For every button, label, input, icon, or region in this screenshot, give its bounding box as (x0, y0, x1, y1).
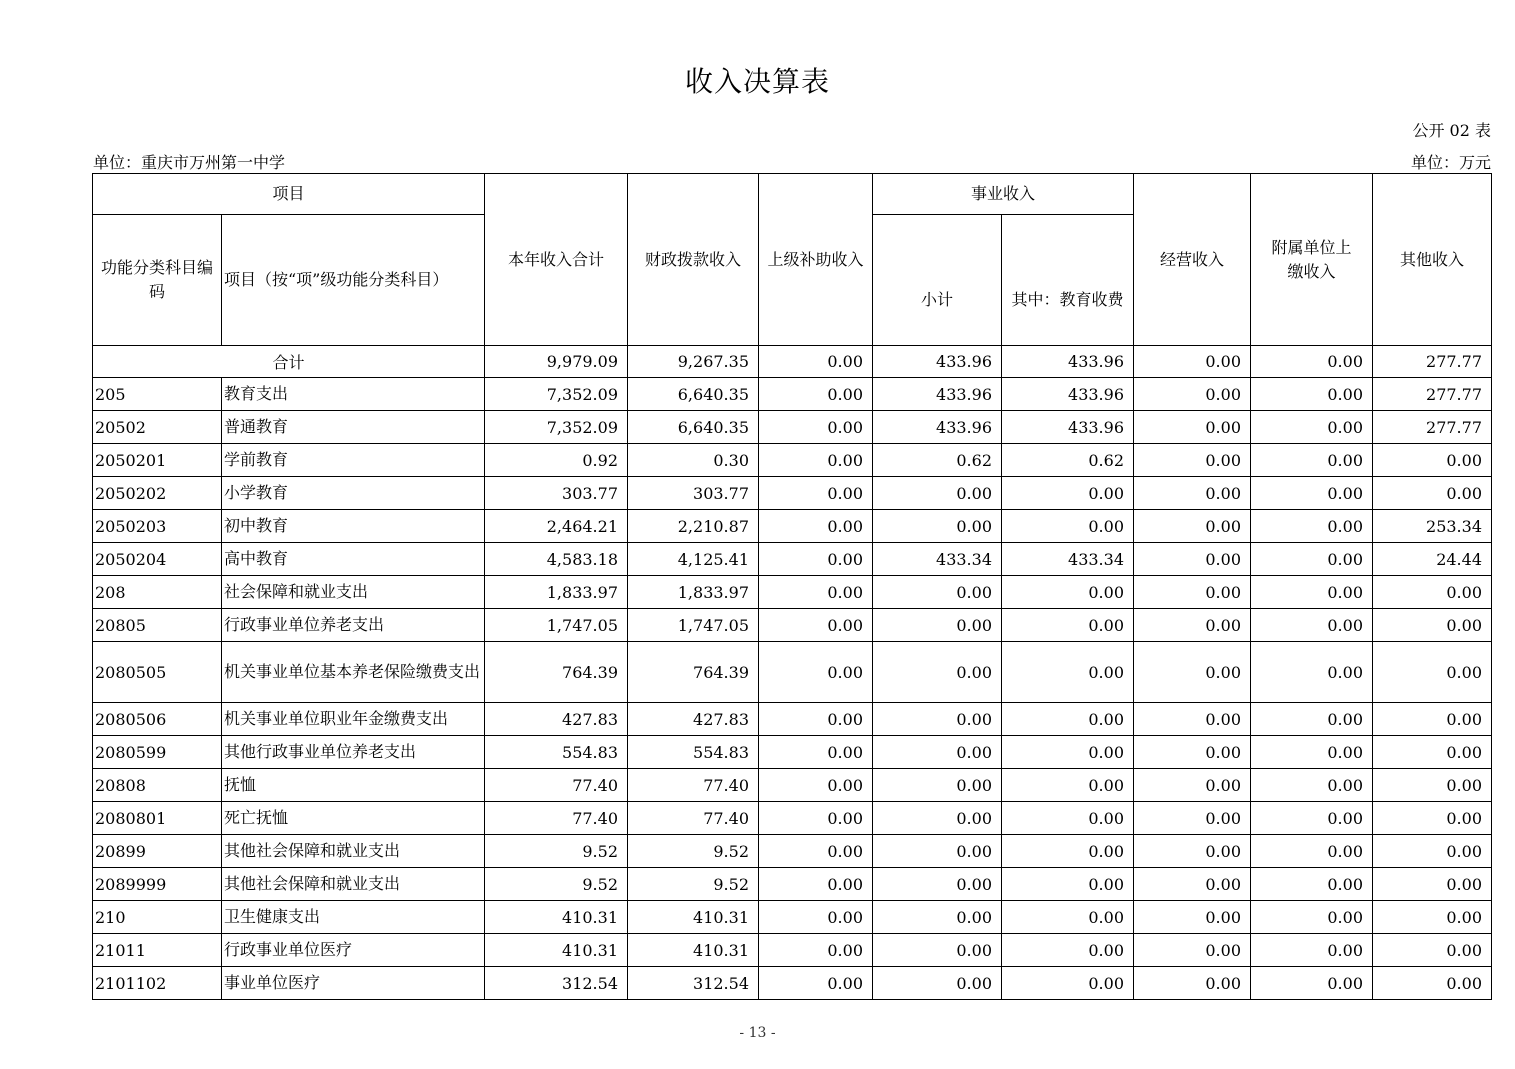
row-value: 0.00 (1134, 411, 1251, 444)
row-value: 0.00 (1134, 510, 1251, 543)
row-value: 9.52 (628, 835, 759, 868)
row-value: 7,352.09 (485, 378, 628, 411)
row-value: 0.00 (1373, 868, 1492, 901)
table-row (93, 576, 1492, 609)
row-code: 2089999 (93, 868, 222, 901)
row-value: 0.00 (1251, 967, 1373, 1000)
page-number: - 13 - (739, 1025, 776, 1041)
row-value: 0.00 (1251, 576, 1373, 609)
row-value: 0.00 (1373, 736, 1492, 769)
row-value: 0.00 (1002, 703, 1134, 736)
row-value: 0.00 (1002, 934, 1134, 967)
row-value: 277.77 (1373, 411, 1492, 444)
row-value: 0.30 (628, 444, 759, 477)
row-value: 0.00 (873, 576, 1002, 609)
header-business-income: 事业收入 (873, 174, 1134, 215)
row-value: 0.00 (1134, 642, 1251, 703)
row-value: 0.00 (1002, 477, 1134, 510)
row-value: 4,583.18 (485, 543, 628, 576)
row-value: 4,125.41 (628, 543, 759, 576)
row-value: 0.00 (1002, 835, 1134, 868)
row-code: 2080801 (93, 802, 222, 835)
header-operating-income: 经营收入 (1134, 174, 1251, 346)
row-code: 20899 (93, 835, 222, 868)
row-value: 24.44 (1373, 543, 1492, 576)
row-code: 2080599 (93, 736, 222, 769)
row-value: 0.00 (759, 934, 873, 967)
row-value: 410.31 (485, 901, 628, 934)
row-item-name: 初中教育 (222, 510, 485, 543)
table-row (93, 802, 1492, 835)
header-education-fee: 其中：教育收费 (1002, 215, 1134, 346)
total-value: 0.00 (759, 346, 873, 378)
row-value: 0.00 (1251, 444, 1373, 477)
table-row (93, 378, 1492, 411)
row-value: 0.00 (1251, 642, 1373, 703)
header-subtotal: 小计 (873, 215, 1002, 346)
row-value: 0.00 (1134, 543, 1251, 576)
row-value: 2,464.21 (485, 510, 628, 543)
row-value: 0.00 (1373, 835, 1492, 868)
row-value: 0.00 (759, 703, 873, 736)
page-title: 收入决算表 (684, 65, 830, 98)
row-value: 0.00 (1134, 703, 1251, 736)
table-row (93, 642, 1492, 703)
row-value: 0.00 (759, 802, 873, 835)
row-item-name: 机关事业单位基本养老保险缴费支出 (222, 642, 485, 703)
total-value: 0.00 (1134, 346, 1251, 378)
table-row (93, 934, 1492, 967)
row-value: 433.34 (873, 543, 1002, 576)
row-value: 0.00 (1134, 835, 1251, 868)
row-value: 77.40 (628, 769, 759, 802)
row-value: 0.00 (759, 378, 873, 411)
total-value: 9,979.09 (485, 346, 628, 378)
header-code: 功能分类科目编码 (93, 215, 222, 346)
row-value: 0.00 (1251, 835, 1373, 868)
row-item-name: 社会保障和就业支出 (222, 576, 485, 609)
table-row (93, 543, 1492, 576)
row-value: 1,747.05 (485, 609, 628, 642)
row-value: 410.31 (628, 901, 759, 934)
row-item-name: 行政事业单位养老支出 (222, 609, 485, 642)
row-value: 0.92 (485, 444, 628, 477)
row-value: 1,833.97 (628, 576, 759, 609)
row-value: 0.00 (759, 543, 873, 576)
row-value: 0.00 (873, 802, 1002, 835)
total-label: 合计 (93, 346, 485, 378)
total-value: 0.00 (1251, 346, 1373, 378)
table-row (93, 868, 1492, 901)
row-value: 0.00 (759, 967, 873, 1000)
row-value: 77.40 (485, 769, 628, 802)
row-value: 0.00 (759, 510, 873, 543)
row-value: 253.34 (1373, 510, 1492, 543)
row-value: 0.00 (1373, 477, 1492, 510)
row-item-name: 死亡抚恤 (222, 802, 485, 835)
header-affiliated-income: 附属单位上缴收入 (1251, 174, 1373, 346)
row-value: 0.00 (873, 736, 1002, 769)
row-code: 20805 (93, 609, 222, 642)
row-item-name: 高中教育 (222, 543, 485, 576)
row-value: 0.00 (1373, 642, 1492, 703)
row-value: 0.00 (1251, 868, 1373, 901)
row-value: 9.52 (628, 868, 759, 901)
row-value: 1,747.05 (628, 609, 759, 642)
row-code: 210 (93, 901, 222, 934)
row-value: 0.00 (1251, 769, 1373, 802)
row-value: 0.00 (1002, 510, 1134, 543)
row-value: 0.00 (1251, 901, 1373, 934)
header-item-name: 项目（按“项”级功能分类科目） (222, 215, 485, 346)
row-value: 433.96 (1002, 411, 1134, 444)
row-value: 303.77 (628, 477, 759, 510)
table-row (93, 769, 1492, 802)
row-value: 0.00 (873, 868, 1002, 901)
row-value: 0.00 (1002, 609, 1134, 642)
row-value: 0.00 (873, 835, 1002, 868)
row-code: 2050203 (93, 510, 222, 543)
total-value: 433.96 (1002, 346, 1134, 378)
row-value: 433.34 (1002, 543, 1134, 576)
total-value: 433.96 (873, 346, 1002, 378)
row-value: 77.40 (485, 802, 628, 835)
row-value: 427.83 (485, 703, 628, 736)
row-value: 0.00 (1002, 802, 1134, 835)
table-row (93, 703, 1492, 736)
row-code: 2050201 (93, 444, 222, 477)
row-value: 6,640.35 (628, 411, 759, 444)
row-value: 0.00 (1373, 609, 1492, 642)
row-value: 0.00 (873, 934, 1002, 967)
row-value: 433.96 (873, 378, 1002, 411)
header-item-group: 项目 (93, 174, 485, 215)
row-value: 0.00 (873, 703, 1002, 736)
row-item-name: 抚恤 (222, 769, 485, 802)
row-value: 0.00 (759, 901, 873, 934)
row-value: 0.00 (1134, 576, 1251, 609)
row-item-name: 小学教育 (222, 477, 485, 510)
row-value: 0.00 (873, 901, 1002, 934)
table-row (93, 967, 1492, 1000)
row-value: 0.00 (1251, 934, 1373, 967)
table-row (93, 736, 1492, 769)
header-other-income: 其他收入 (1373, 174, 1492, 346)
row-value: 0.00 (1002, 967, 1134, 1000)
row-value: 0.00 (1373, 967, 1492, 1000)
row-value: 0.00 (1251, 378, 1373, 411)
row-value: 0.00 (1134, 378, 1251, 411)
row-code: 2050204 (93, 543, 222, 576)
row-item-name: 学前教育 (222, 444, 485, 477)
table-row (93, 835, 1492, 868)
row-value: 0.00 (1134, 736, 1251, 769)
row-item-name: 其他社会保障和就业支出 (222, 835, 485, 868)
row-value: 0.00 (1134, 444, 1251, 477)
header-fiscal-income: 财政拨款收入 (628, 174, 759, 346)
row-value: 0.00 (873, 609, 1002, 642)
row-value: 0.00 (759, 576, 873, 609)
table-row (93, 510, 1492, 543)
row-value: 0.00 (873, 477, 1002, 510)
row-item-name: 卫生健康支出 (222, 901, 485, 934)
row-value: 0.00 (1134, 967, 1251, 1000)
row-code: 21011 (93, 934, 222, 967)
table-row (93, 901, 1492, 934)
row-value: 0.00 (759, 868, 873, 901)
row-value: 0.00 (1134, 901, 1251, 934)
row-value: 0.00 (1251, 510, 1373, 543)
row-value: 0.00 (1373, 703, 1492, 736)
row-value: 0.00 (873, 967, 1002, 1000)
row-value: 0.00 (1134, 609, 1251, 642)
row-value: 433.96 (873, 411, 1002, 444)
row-value: 427.83 (628, 703, 759, 736)
row-code: 20502 (93, 411, 222, 444)
table-row (93, 444, 1492, 477)
row-value: 0.00 (873, 769, 1002, 802)
row-value: 77.40 (628, 802, 759, 835)
row-value: 0.00 (1002, 642, 1134, 703)
row-value: 0.00 (1134, 769, 1251, 802)
row-value: 9.52 (485, 868, 628, 901)
row-value: 0.00 (759, 411, 873, 444)
row-value: 0.00 (1002, 576, 1134, 609)
row-code: 205 (93, 378, 222, 411)
form-number: 公开 02 表 (1412, 121, 1491, 140)
row-value: 0.62 (873, 444, 1002, 477)
row-value: 9.52 (485, 835, 628, 868)
row-value: 0.00 (1373, 934, 1492, 967)
row-value: 7,352.09 (485, 411, 628, 444)
row-value: 0.00 (759, 769, 873, 802)
row-code: 2080506 (93, 703, 222, 736)
row-value: 0.00 (1002, 769, 1134, 802)
row-value: 0.00 (1134, 934, 1251, 967)
row-value: 0.00 (759, 609, 873, 642)
row-value: 0.00 (1134, 802, 1251, 835)
row-code: 20808 (93, 769, 222, 802)
table-row (93, 411, 1492, 444)
total-row (93, 346, 1492, 378)
row-code: 208 (93, 576, 222, 609)
row-value: 0.00 (1373, 802, 1492, 835)
row-value: 2,210.87 (628, 510, 759, 543)
row-value: 0.00 (1002, 736, 1134, 769)
row-value: 554.83 (485, 736, 628, 769)
table-row (93, 609, 1492, 642)
row-value: 0.00 (1251, 703, 1373, 736)
row-value: 312.54 (628, 967, 759, 1000)
row-value: 0.00 (759, 736, 873, 769)
row-item-name: 其他社会保障和就业支出 (222, 868, 485, 901)
total-value: 9,267.35 (628, 346, 759, 378)
row-value: 0.00 (1002, 868, 1134, 901)
table-row (93, 477, 1492, 510)
row-value: 0.00 (1251, 802, 1373, 835)
currency-unit: 单位：万元 (1410, 153, 1491, 172)
row-value: 410.31 (485, 934, 628, 967)
row-item-name: 行政事业单位医疗 (222, 934, 485, 967)
row-code: 2101102 (93, 967, 222, 1000)
row-value: 0.00 (1251, 543, 1373, 576)
row-value: 0.00 (759, 444, 873, 477)
row-code: 2080505 (93, 642, 222, 703)
reporting-unit: 单位：重庆市万州第一中学 (93, 153, 286, 172)
row-item-name: 其他行政事业单位养老支出 (222, 736, 485, 769)
row-value: 0.00 (759, 835, 873, 868)
row-value: 0.00 (1251, 609, 1373, 642)
row-value: 1,833.97 (485, 576, 628, 609)
row-value: 312.54 (485, 967, 628, 1000)
row-value: 0.62 (1002, 444, 1134, 477)
row-value: 0.00 (1251, 477, 1373, 510)
row-item-name: 普通教育 (222, 411, 485, 444)
row-value: 0.00 (1134, 868, 1251, 901)
row-item-name: 教育支出 (222, 378, 485, 411)
total-value: 277.77 (1373, 346, 1492, 378)
row-value: 0.00 (1373, 576, 1492, 609)
row-code: 2050202 (93, 477, 222, 510)
row-value: 0.00 (873, 642, 1002, 703)
row-value: 0.00 (1373, 769, 1492, 802)
row-value: 0.00 (1373, 901, 1492, 934)
row-value: 6,640.35 (628, 378, 759, 411)
row-item-name: 机关事业单位职业年金缴费支出 (222, 703, 485, 736)
row-value: 410.31 (628, 934, 759, 967)
row-value: 0.00 (1134, 477, 1251, 510)
row-value: 764.39 (628, 642, 759, 703)
header-total-income: 本年收入合计 (485, 174, 628, 346)
row-value: 277.77 (1373, 378, 1492, 411)
row-value: 0.00 (1251, 411, 1373, 444)
header-superior-subsidy: 上级补助收入 (759, 174, 873, 346)
row-value: 0.00 (1251, 736, 1373, 769)
row-value: 0.00 (759, 477, 873, 510)
row-value: 0.00 (1373, 444, 1492, 477)
income-statement-table (92, 173, 1492, 1000)
row-value: 0.00 (759, 642, 873, 703)
row-value: 433.96 (1002, 378, 1134, 411)
row-item-name: 事业单位医疗 (222, 967, 485, 1000)
row-value: 554.83 (628, 736, 759, 769)
row-value: 0.00 (873, 510, 1002, 543)
row-value: 303.77 (485, 477, 628, 510)
row-value: 0.00 (1002, 901, 1134, 934)
row-value: 764.39 (485, 642, 628, 703)
